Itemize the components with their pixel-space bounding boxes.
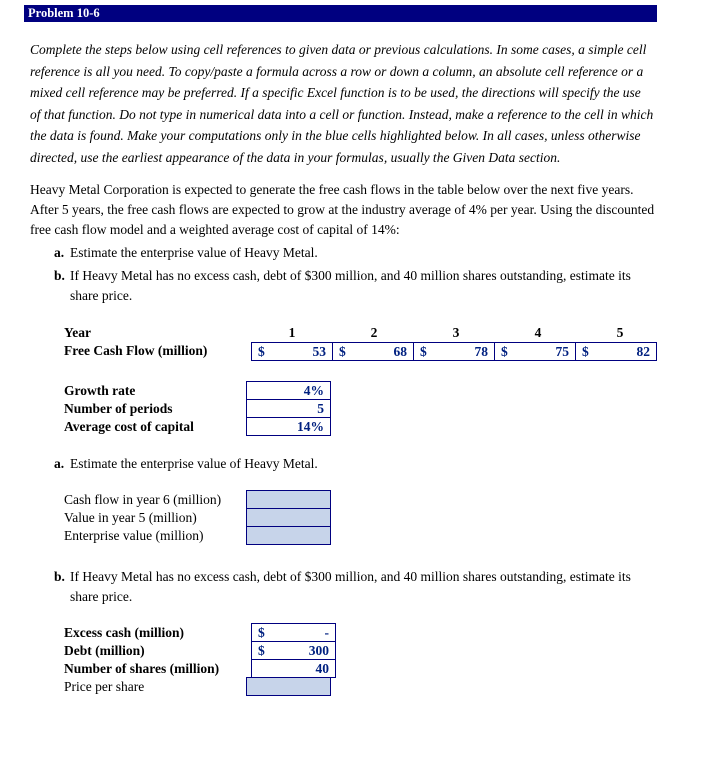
price-per-share-label: Price per share — [64, 679, 145, 694]
dollar-sign: $ — [582, 343, 589, 359]
part-a-heading-text: Estimate the enterprise value of Heavy Metal. — [70, 456, 318, 471]
growth-rate-label: Growth rate — [64, 382, 136, 398]
debt-label: Debt (million) — [64, 643, 145, 658]
part-b-heading-text: If Heavy Metal has no excess cash, debt of $300 million, and 40 million shares outstanding, estimate its share price. — [70, 569, 631, 604]
dollar-sign: $ — [501, 343, 508, 359]
excess-cash-label: Excess cash (million) — [64, 625, 184, 640]
item-b-text: If Heavy Metal has no excess cash, debt of $300 million, and 40 million shares outstanding, estimate its share price. — [70, 268, 631, 303]
cost-of-capital-label: Average cost of capital — [64, 418, 194, 434]
problem-item-b — [54, 266, 660, 306]
part-a-calc-block — [64, 490, 683, 545]
number-of-periods-row — [64, 399, 683, 418]
cost-of-capital-cell: 14% — [246, 417, 331, 436]
dollar-sign: $ — [339, 343, 346, 359]
part-b-heading-label: b. — [54, 569, 65, 584]
shares-cell — [251, 659, 336, 678]
debt-cell — [251, 641, 336, 660]
item-a-text: Estimate the enterprise value of Heavy Metal. — [70, 245, 318, 260]
fcf-value-year2: 68 — [393, 343, 407, 359]
growth-rate-row — [64, 381, 683, 400]
fcf-cell-year2 — [332, 342, 414, 361]
debt-value: 300 — [308, 642, 329, 658]
dollar-sign: $ — [258, 642, 265, 658]
cashflow-year6-label: Cash flow in year 6 (million) — [64, 492, 222, 507]
price-per-share-input-cell[interactable] — [246, 677, 331, 696]
shares-row — [64, 659, 683, 678]
year-row-label: Year — [64, 325, 91, 340]
cashflow-year6-input-cell[interactable] — [246, 490, 331, 509]
problem-item-a — [54, 243, 660, 263]
part-a-heading-label: a. — [54, 456, 65, 471]
year-5-header: 5 — [616, 325, 624, 340]
instructions-paragraph: Complete the steps below using cell references to given data or previous calculations. In some cases, a simple cell reference is all you need. To copy/paste a formula across a row or down a column, an absolute cell reference or a mixed cell reference may be preferred. If a specific Excel function is to be used, the directions will specify the use of that function. Do not type in numerical data into a cell or function. Instead, make a reference to the cell in which the data is found. Make your computations only in the blue cells highlighted below. In all cases, unless otherwise directed, use the earliest appearance of the data in your formulas, usually the Given Data section. — [30, 42, 654, 165]
number-of-periods-label: Number of periods — [64, 400, 173, 416]
value-year5-label: Value in year 5 (million) — [64, 510, 197, 525]
number-of-periods-cell: 5 — [246, 399, 331, 418]
enterprise-value-label: Enterprise value (million) — [64, 528, 204, 543]
fcf-cell-year1 — [251, 342, 333, 361]
problem-title: Problem 10-6 — [28, 6, 100, 20]
fcf-value-year1: 53 — [312, 343, 326, 359]
dollar-sign: $ — [258, 624, 265, 640]
value-year5-row — [64, 508, 683, 527]
dollar-sign: $ — [258, 343, 265, 359]
fcf-value-year5: 82 — [636, 343, 650, 359]
debt-row — [64, 641, 683, 660]
excess-cash-row — [64, 623, 683, 642]
problem-title-bar — [24, 5, 657, 22]
excess-cash-cell — [251, 623, 336, 642]
dollar-sign: $ — [420, 343, 427, 359]
item-a-label: a. — [54, 245, 65, 260]
shares-value: 40 — [315, 660, 329, 676]
given-data-block — [64, 381, 683, 436]
year-2-header: 2 — [370, 325, 378, 340]
year-3-header: 3 — [452, 325, 460, 340]
cashflow-table — [64, 324, 683, 361]
fcf-value-year3: 78 — [474, 343, 488, 359]
price-per-share-row — [64, 677, 683, 696]
value-year5-input-cell[interactable] — [246, 508, 331, 527]
cost-of-capital-row — [64, 417, 683, 436]
fcf-row-label: Free Cash Flow (million) — [64, 343, 208, 358]
year-1-header: 1 — [288, 325, 296, 340]
excess-cash-value: - — [324, 624, 329, 640]
shares-label: Number of shares (million) — [64, 661, 220, 676]
item-b-label: b. — [54, 268, 65, 283]
enterprise-value-input-cell[interactable] — [246, 526, 331, 545]
fcf-row — [64, 342, 683, 361]
problem-intro: Heavy Metal Corporation is expected to generate the free cash flows in the table below over the next five years. After 5 years, the free cash flows are expected to grow at the industry average of 4% per year. Using the discounted free cash flow model and a weighted average cost of capital of 14%: — [30, 182, 655, 237]
part-b-given-block — [64, 623, 683, 696]
part-b-heading — [54, 567, 660, 607]
year-header-row — [64, 324, 683, 342]
part-a-heading — [54, 454, 660, 474]
fcf-cell-year3 — [413, 342, 495, 361]
growth-rate-cell: 4% — [246, 381, 331, 400]
fcf-cell-year4 — [494, 342, 576, 361]
cashflow-year6-row — [64, 490, 683, 509]
year-4-header: 4 — [534, 325, 542, 340]
fcf-cell-year5 — [575, 342, 657, 361]
fcf-value-year4: 75 — [555, 343, 569, 359]
enterprise-value-row — [64, 526, 683, 545]
